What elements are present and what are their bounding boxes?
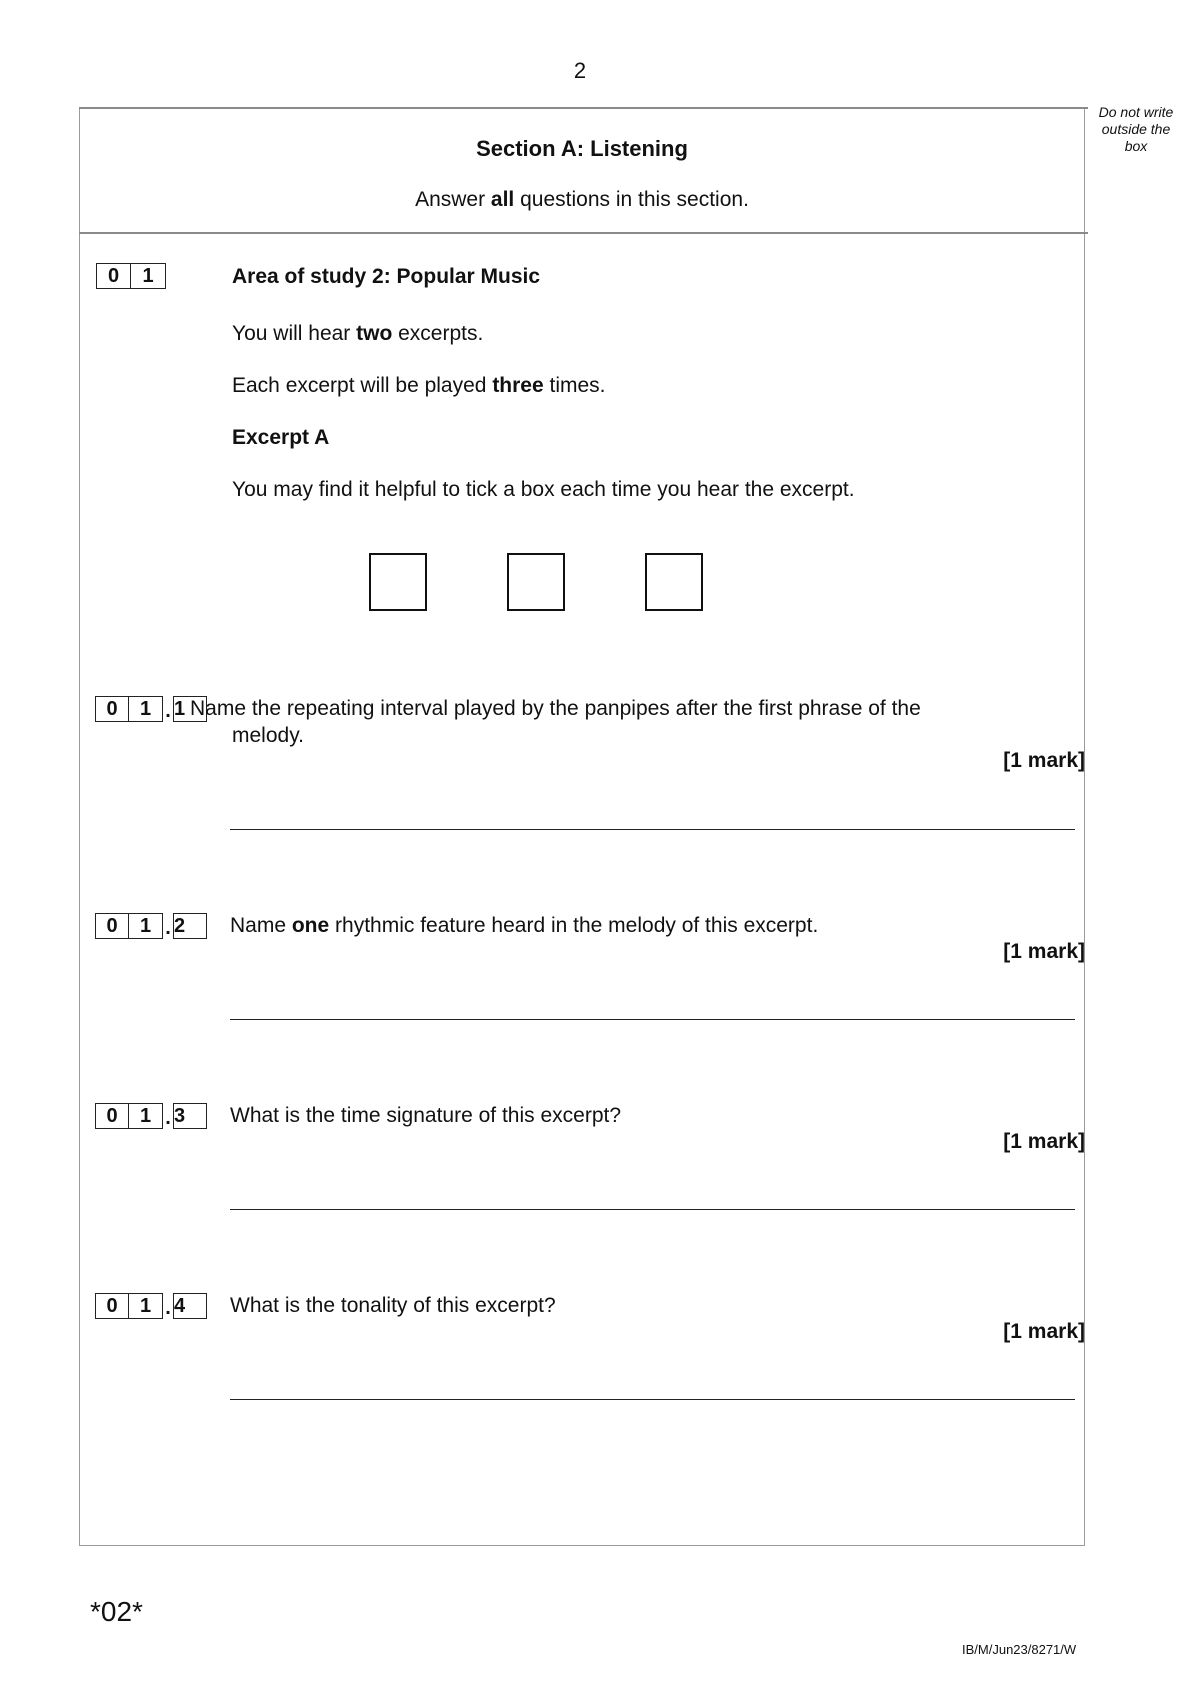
question-heading: Area of study 2: Popular Music (232, 265, 541, 288)
tick-box-3[interactable] (645, 553, 703, 611)
excerpt-label: Excerpt A (232, 426, 330, 449)
subquestion-digit: 1 (129, 1293, 163, 1319)
page-code: *02* (90, 1596, 143, 1627)
subquestion-digit: 2 (173, 913, 207, 939)
mark-allocation: [1 mark] (1003, 1320, 1085, 1343)
tick-instruction: You may find it helpful to tick a box each time you hear the excerpt. (232, 478, 855, 501)
subquestion-digit: 0 (95, 1293, 129, 1319)
subquestion-text: What is the tonality of this excerpt? (230, 1294, 556, 1317)
margin-note: Do not write outside the box (1098, 104, 1174, 154)
tick-box-2[interactable] (507, 553, 565, 611)
top-rule (79, 107, 1088, 109)
subquestion-digit: 1 (129, 1103, 163, 1129)
subquestion-text: Name one rhythmic feature heard in the melody of this excerpt. (230, 914, 819, 937)
subquestion-digit: 0 (95, 1103, 129, 1129)
answer-line[interactable] (230, 1209, 1075, 1210)
section-title: Section A: Listening (476, 136, 688, 161)
section-instruction: Answer all questions in this section. (415, 188, 749, 211)
subquestion-digit: 1 (129, 696, 163, 722)
subquestion-text-continued: melody. (232, 724, 304, 747)
question-number-box (96, 263, 166, 289)
subquestion-dot: . (165, 1107, 171, 1129)
subquestion-digit: 4 (173, 1293, 207, 1319)
paper-reference: IB/M/Jun23/8271/W (962, 1642, 1077, 1657)
answer-frame (79, 108, 1085, 1546)
subquestion-digit: 3 (173, 1103, 207, 1129)
subquestion-digit: 0 (95, 696, 129, 722)
answer-line[interactable] (230, 1399, 1075, 1400)
page-number: 2 (573, 58, 587, 83)
question-digit: 1 (142, 265, 154, 287)
subquestion-dot: . (165, 917, 171, 939)
question-digit: 0 (97, 264, 131, 288)
subquestion-number-box (95, 913, 207, 939)
answer-line[interactable] (230, 829, 1075, 830)
mark-allocation: [1 mark] (1003, 1130, 1085, 1153)
subquestion-digit: 1 (173, 696, 207, 722)
question-line-2: Each excerpt will be played three times. (232, 374, 606, 397)
subquestion-digit: 1 (129, 913, 163, 939)
subquestion-dot: . (165, 700, 171, 722)
tick-box-1[interactable] (369, 553, 427, 611)
subquestion-text: What is the time signature of this excerpt? (230, 1104, 622, 1127)
question-line-1: You will hear two excerpts. (232, 322, 484, 345)
mark-allocation: [1 mark] (1003, 749, 1085, 772)
subquestion-number-box (95, 1293, 207, 1319)
mark-allocation: [1 mark] (1003, 940, 1085, 963)
subquestion-number-box (95, 1103, 207, 1129)
section-rule (79, 232, 1088, 234)
subquestion-dot: . (165, 1297, 171, 1319)
answer-line[interactable] (230, 1019, 1075, 1020)
subquestion-text: Name the repeating interval played by the panpipes after the first phrase of the (190, 697, 921, 720)
subquestion-digit: 0 (95, 913, 129, 939)
